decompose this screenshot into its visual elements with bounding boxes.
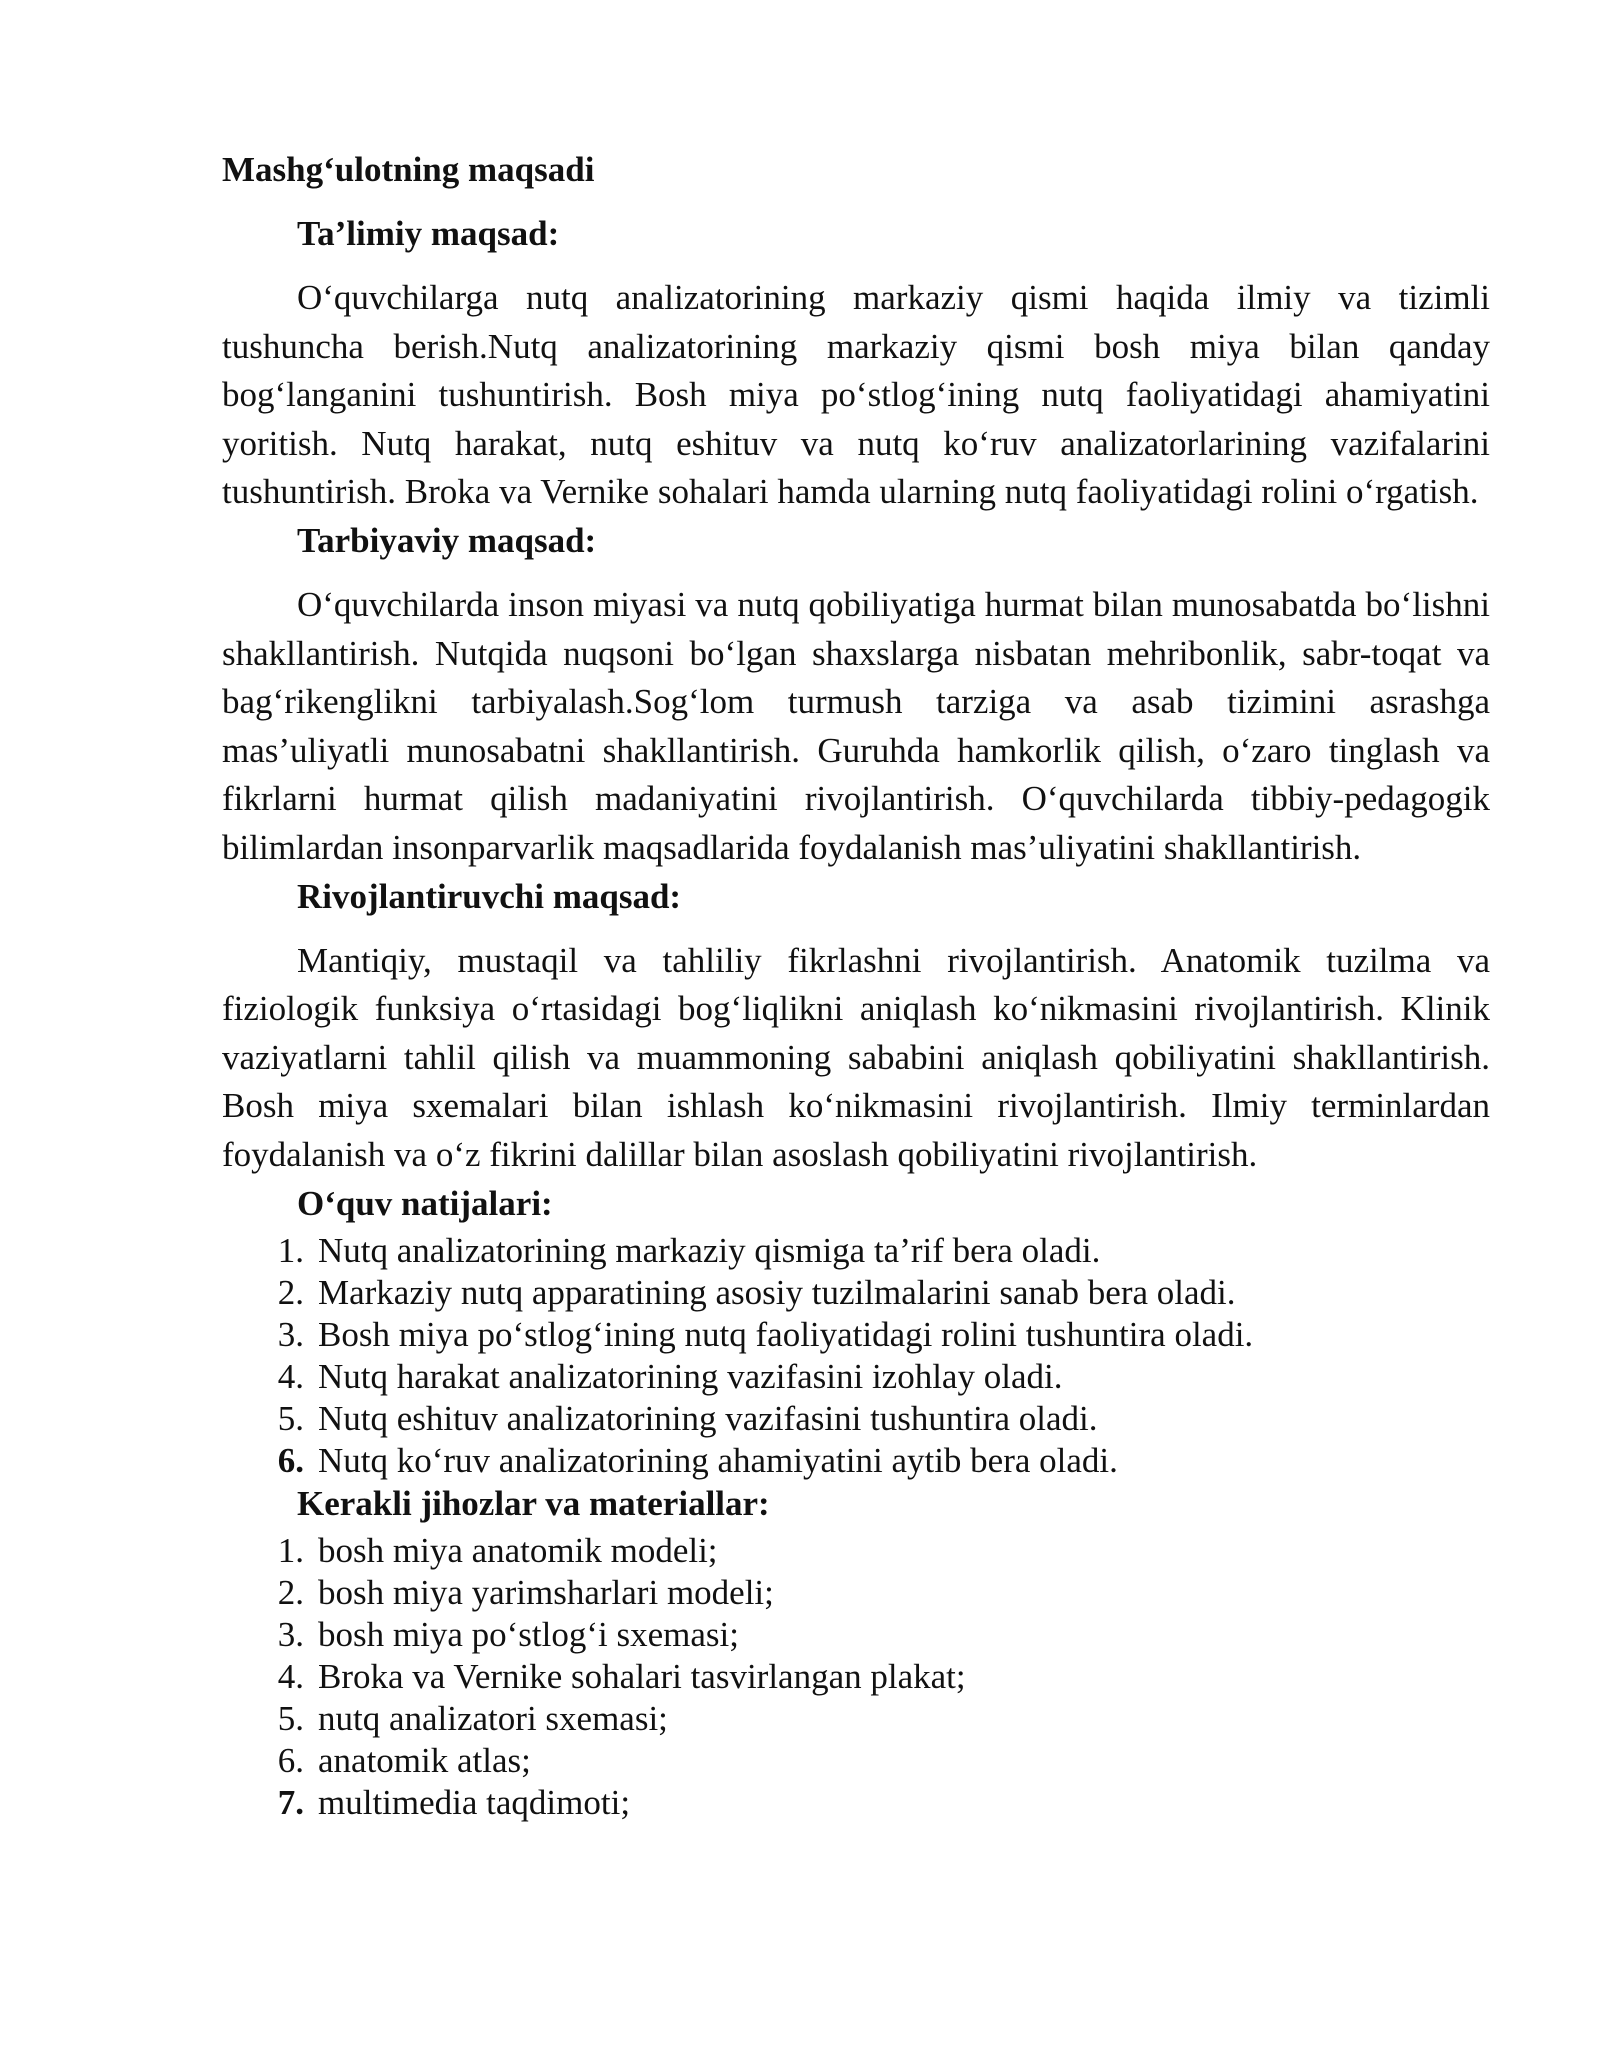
document-title: Mashg‘ulotning maqsadi: [222, 150, 595, 189]
list-item-text: Nutq harakat analizatorining vazifasini izohlay oladi.: [318, 1356, 1063, 1396]
outcomes-heading: O‘quv natijalari:: [297, 1183, 553, 1223]
list-item-text: Nutq eshituv analizatorining vazifasini tushuntira oladi.: [318, 1398, 1098, 1438]
document-page: [222, 148, 1490, 1824]
list-item-number: 3.: [277, 1314, 304, 1354]
materials-list: [222, 1530, 1490, 1824]
list-item-text: Bosh miya po‘stlog‘ining nutq faoliyatidagi rolini tushuntira oladi.: [318, 1314, 1254, 1354]
list-item: [222, 1530, 1490, 1572]
list-item-number: 3.: [277, 1614, 304, 1654]
list-item-text: bosh miya po‘stlog‘i sxemasi;: [318, 1614, 739, 1654]
section-heading-developmental: Rivojlantiruvchi maqsad:: [297, 876, 682, 916]
list-item-text: Markaziy nutq apparatining asosiy tuzilmalarini sanab bera oladi.: [318, 1272, 1236, 1312]
list-item-number: 2.: [277, 1572, 304, 1612]
section-paragraph-educational: O‘quvchilarga nutq analizatorining markaziy qismi haqida ilmiy va tizimli tushuncha berish.Nutq analizatorining markaziy qismi bosh miya bilan qanday bog‘langanini tushuntirish. Bosh miya po‘stlog‘ining nutq faoliyatidagi ahamiyatini yoritish. Nutq harakat, nutq eshituv va nutq ko‘ruv analizatorlarining vazifalarini tushuntirish. Broka va Vernike sohalari hamda ularning nutq faoliyatidagi rolini o‘rgatish.: [222, 278, 1490, 512]
list-item: [222, 1314, 1490, 1356]
list-item-text: Nutq analizatorining markaziy qismiga ta’rif bera oladi.: [318, 1230, 1101, 1270]
list-item-number: 4.: [277, 1656, 304, 1696]
list-item-number: 7.: [277, 1782, 304, 1822]
section-paragraph-developmental: Mantiqiy, mustaqil va tahliliy fikrlashni rivojlantirish. Anatomik tuzilma va fiziologik funksiya o‘rtasidagi bog‘liqlikni aniqlash ko‘nikmasini rivojlantirish. Klinik vaziyatlarni tahlil qilish va muammoning sababini aniqlash qobiliyatini shakllantirish. Bosh miya sxemalari bilan ishlash ko‘nikmasini rivojlantirish. Ilmiy terminlardan foydalanish va o‘z fikrini dalillar bilan asoslash qobiliyatini rivojlantirish.: [222, 940, 1490, 1174]
list-item: [222, 1356, 1490, 1398]
list-item-text: multimedia taqdimoti;: [318, 1782, 631, 1822]
list-item-text: Broka va Vernike sohalari tasvirlangan plakat;: [318, 1656, 966, 1696]
list-item: [222, 1740, 1490, 1782]
list-item-number: 6.: [277, 1440, 304, 1480]
list-item-number: 1.: [277, 1230, 304, 1270]
list-item: [222, 1230, 1490, 1272]
list-item-number: 5.: [277, 1398, 304, 1438]
list-item: [222, 1398, 1490, 1440]
list-item: [222, 1440, 1490, 1482]
section-heading-educational: Ta’limiy maqsad:: [297, 214, 560, 253]
outcomes-list: [222, 1230, 1490, 1482]
list-item: [222, 1614, 1490, 1656]
list-item: [222, 1656, 1490, 1698]
list-item-text: anatomik atlas;: [318, 1740, 531, 1780]
list-item-number: 1.: [277, 1530, 304, 1570]
list-item-text: bosh miya yarimsharlari modeli;: [318, 1572, 774, 1612]
list-item-number: 4.: [277, 1356, 304, 1396]
list-item-text: Nutq ko‘ruv analizatorining ahamiyatini aytib bera oladi.: [318, 1440, 1118, 1480]
materials-heading: Kerakli jihozlar va materiallar:: [297, 1483, 770, 1523]
section-heading-upbringing: Tarbiyaviy maqsad:: [297, 520, 597, 560]
list-item-text: bosh miya anatomik modeli;: [318, 1530, 718, 1570]
list-item-number: 2.: [277, 1272, 304, 1312]
list-item-number: 6.: [277, 1740, 304, 1780]
list-item: [222, 1782, 1490, 1824]
list-item: [222, 1272, 1490, 1314]
list-item-number: 5.: [277, 1698, 304, 1738]
section-paragraph-upbringing: O‘quvchilarda inson miyasi va nutq qobiliyatiga hurmat bilan munosabatda bo‘lishni shakllantirish. Nutqida nuqsoni bo‘lgan shaxslarga nisbatan mehribonlik, sabr-toqat va bag‘rikenglikni tarbiyalash.Sog‘lom turmush tarziga va asab tizimini asrashga mas’uliyatli munosabatni shakllantirish. Guruhda hamkorlik qilish, o‘zaro tinglash va fikrlarni hurmat qilish madaniyatini rivojlantirish. O‘quvchilarda tibbiy-pedagogik bilimlardan insonparvarlik maqsadlarida foydalanish mas’uliyatini shakllantirish.: [222, 584, 1490, 867]
list-item: [222, 1698, 1490, 1740]
list-item-text: nutq analizatori sxemasi;: [318, 1698, 668, 1738]
list-item: [222, 1572, 1490, 1614]
